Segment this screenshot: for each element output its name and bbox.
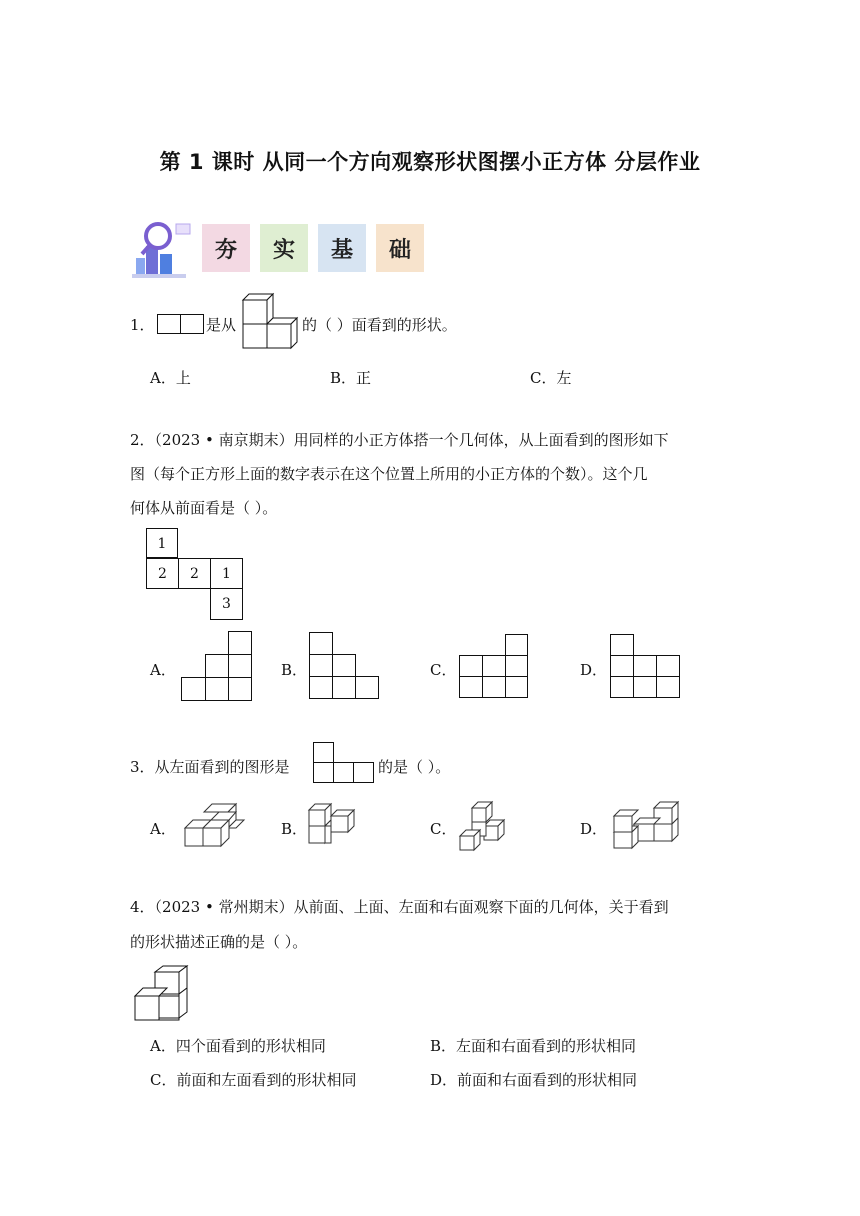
q2-option-d-figure: [609, 633, 683, 699]
q3-left-view-shape: [313, 742, 377, 786]
q2-line-1: 2．（2023 • 南京期末）用同样的小正方体搭一个几何体，从上面看到的图形如下: [130, 431, 669, 449]
q3-option-a-figure: [184, 802, 248, 850]
q2-line-3: 何体从前面看是（ ）。: [130, 499, 278, 517]
section-banner: [128, 218, 448, 280]
grid-cell: 2: [178, 558, 211, 589]
question-3: [130, 750, 750, 790]
q1-option-a[interactable]: A．上: [150, 369, 191, 387]
q4-line-2: 的形状描述正确的是（ ）。: [130, 933, 308, 951]
q4-cube-figure: [133, 964, 195, 1024]
q4-option-b[interactable]: B．左面和右面看到的形状相同: [430, 1037, 637, 1055]
grid-cell: 3: [210, 588, 243, 620]
q1-number: 1．: [130, 316, 155, 334]
q1-text-a: 是从: [206, 316, 237, 334]
q2-option-b[interactable]: B．: [281, 661, 308, 679]
q1-text-b: 的（ ）面看到的形状。: [302, 316, 457, 334]
q2-option-a-figure: [180, 630, 256, 702]
q3-option-a[interactable]: A．: [150, 820, 176, 838]
question-1: [130, 308, 750, 348]
page-title: 第 1 课时 从同一个方向观察形状图摆小正方体 分层作业: [159, 150, 701, 174]
q2-option-c[interactable]: C．: [430, 661, 457, 679]
q4-line-1: 4．（2023 • 常州期末）从前面、上面、左面和右面观察下面的几何体，关于看到: [130, 898, 669, 916]
q3-option-b-figure: [308, 802, 368, 848]
q1-option-c[interactable]: C．左: [530, 369, 572, 387]
q3-option-c-figure: [458, 800, 508, 854]
q2-top-view-grid: [146, 528, 246, 622]
q3-option-d-figure: [610, 798, 682, 852]
q4-option-c[interactable]: C．前面和左面看到的形状相同: [150, 1071, 357, 1089]
q4-option-a[interactable]: A．四个面看到的形状相同: [150, 1037, 326, 1055]
magnifier-chart-icon: [128, 218, 194, 280]
q2-option-c-figure: [458, 633, 532, 699]
q3-option-d[interactable]: D．: [580, 820, 608, 838]
q4-option-d[interactable]: D．前面和右面看到的形状相同: [430, 1071, 638, 1089]
banner-char-4: 础: [376, 224, 424, 272]
q3-option-c[interactable]: C．: [430, 820, 457, 838]
q3-option-b[interactable]: B．: [281, 820, 308, 838]
q1-cube-figure: [240, 294, 302, 352]
banner-char-3: 基: [318, 224, 366, 272]
grid-cell: 2: [146, 558, 179, 589]
q2-option-d[interactable]: D．: [580, 661, 608, 679]
q1-shape-two-squares: [157, 314, 205, 334]
q3-text-a: 3．从左面看到的图形是: [130, 758, 290, 776]
q1-option-b[interactable]: B．正: [330, 369, 372, 387]
banner-char-1: 夯: [202, 224, 250, 272]
banner-char-2: 实: [260, 224, 308, 272]
q2-option-a[interactable]: A．: [150, 661, 176, 679]
grid-cell: 1: [146, 528, 178, 558]
grid-cell: 1: [210, 558, 243, 589]
q3-text-b: 的是（ ）。: [378, 758, 451, 776]
q2-line-2: 图（每个正方形上面的数字表示在这个位置上所用的小正方体的个数）。这个几: [130, 465, 648, 483]
q2-option-b-figure: [308, 631, 382, 701]
